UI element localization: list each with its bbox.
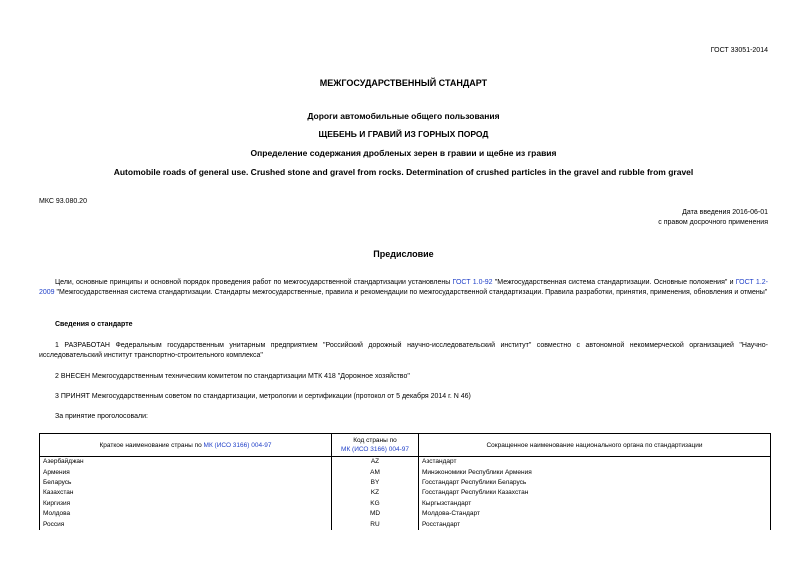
cell-country: Россия [40,519,332,529]
cell-code: AZ [332,457,419,468]
cell-code: BY [332,478,419,488]
cell-code: AM [332,467,419,477]
gost-1-2-link[interactable]: ГОСТ 1.2-2009 [39,279,768,296]
gost-1-0-link[interactable]: ГОСТ 1.0-92 [452,279,493,286]
cell-standards-body: Азстандарт [419,457,771,468]
preface-heading: Предисловие [373,249,434,259]
cell-code: KZ [332,488,419,498]
countries-table [39,433,771,530]
table-row [40,509,771,519]
voted-label: За принятие проголосовали: [55,413,148,420]
about-standard-heading: Сведения о стандарте [55,321,133,328]
intro-date: Дата введения 2016-06-01 [682,209,768,216]
item-adopted: 3 ПРИНЯТ Межгосударственным советом по стандартизации, метрологии и сертификации (протокол от 5 декабря 2014 г. N 46) [55,393,471,400]
table-row [40,488,771,498]
early-use-note: с правом досрочного применения [658,219,768,226]
intro-date-block [658,208,768,228]
table-row [40,457,771,468]
cell-code: KG [332,499,419,509]
title-line-3: Определение содержания дробленых зерен в гравии и щебне из гравия [250,148,557,158]
cell-standards-body: Минэкономики Республики Армения [419,467,771,477]
cell-standards-body: Госстандарт Республики Казахстан [419,488,771,498]
mk-iso-link[interactable]: МК (ИСО 3166) 004-97 [203,441,272,449]
cell-country: Азербайджан [40,457,332,468]
header-code-text: Код страны по [353,437,397,444]
title-line-1: Дороги автомобильные общего пользования [307,111,500,121]
header-country-text: Краткое наименование страны по [99,441,204,449]
standard-type: МЕЖГОСУДАРСТВЕННЫЙ СТАНДАРТ [319,78,488,88]
cell-standards-body: Госстандарт Республики Беларусь [419,478,771,488]
table-row [40,499,771,509]
preface-text-1: Цели, основные принципы и основной порядок проведения работ по межгосударственной стандартизации установлены [55,279,453,286]
cell-code: MD [332,509,419,519]
cell-code: RU [332,519,419,529]
table-header-row [40,434,771,457]
mks-code: МКС 93.080.20 [39,198,87,205]
preface-text-2: "Межгосударственная система стандартизации. Основные положения" и [492,279,736,286]
preface-text-3: "Межгосударственная система стандартизации. Стандарты межгосударственные, правила и рекомендации по межгосударственной стандартизации. Правила разработки, принятия, применения, обновления и отмены" [54,289,768,296]
header-standards-body: Сокращенное наименование национального органа по стандартизации [419,434,771,457]
cell-country: Беларусь [40,478,332,488]
title-english: Automobile roads of general use. Crushed stone and gravel from rocks. Determination of crushed particles in the gravel and rubble from gravel [113,167,694,177]
table-row [40,467,771,477]
cell-country: Казахстан [40,488,332,498]
item-developed-text: 1 РАЗРАБОТАН Федеральным государственным унитарным предприятием "Российский дорожный научно-исследовательский институт" совместно с автономной некоммерческой организацией "Научно-исследовательский институт транспортно-строительного комплекса" [39,342,768,359]
header-country-name [40,434,332,457]
cell-country: Армения [40,467,332,477]
item-submitted: 2 ВНЕСЕН Межгосударственным техническим комитетом по стандартизации МТК 418 "Дорожное хозяйство" [55,373,410,380]
cell-country: Молдова [40,509,332,519]
cell-standards-body: Росстандарт [419,519,771,529]
preface-paragraph [39,278,768,298]
item-developed [39,341,768,361]
table-row [40,478,771,488]
cell-country: Киргизия [40,499,332,509]
gost-number: ГОСТ 33051-2014 [710,47,768,54]
cell-standards-body: Кыргызстандарт [419,499,771,509]
header-country-code [332,434,419,457]
cell-standards-body: Молдова-Стандарт [419,509,771,519]
title-line-2: ЩЕБЕНЬ И ГРАВИЙ ИЗ ГОРНЫХ ПОРОД [318,129,489,139]
mk-iso-code-link[interactable]: МК (ИСО 3166) 004-97 [341,446,409,453]
table-row [40,519,771,529]
